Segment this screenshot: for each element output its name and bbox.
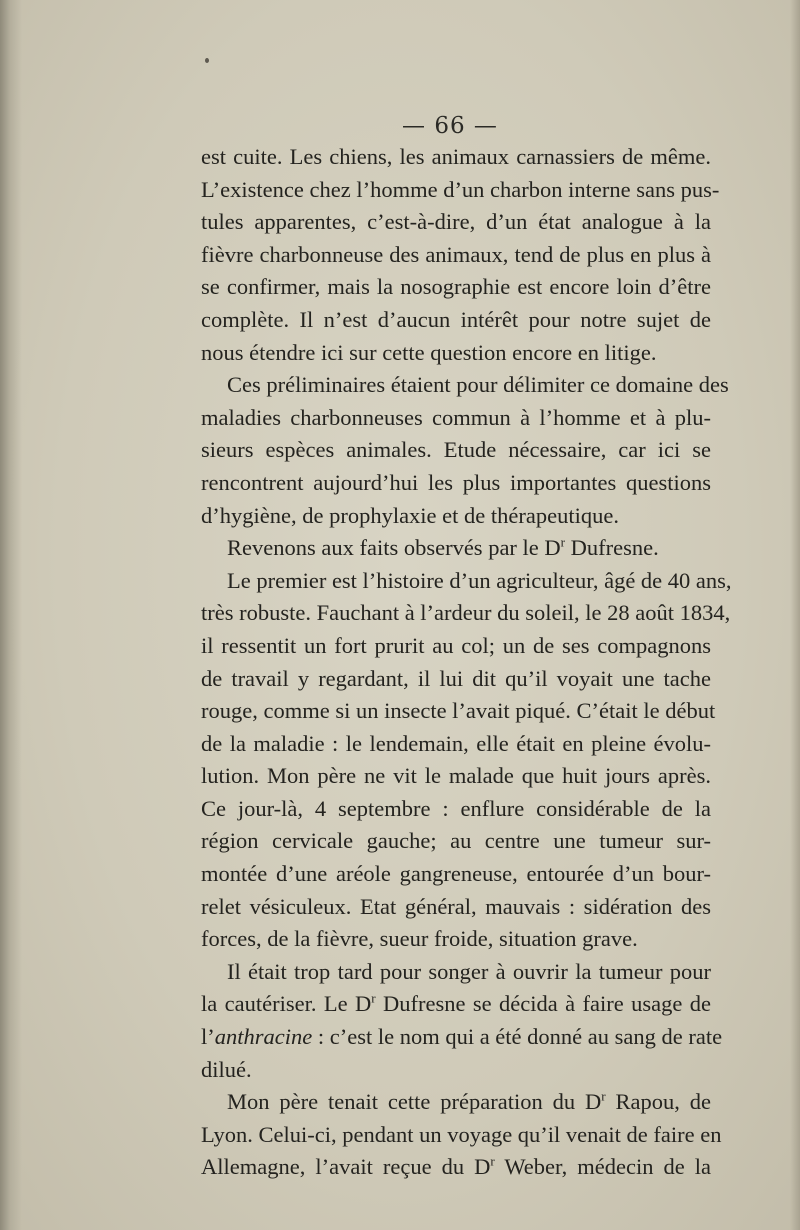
text-fragment: Allemagne, l’avait reçue du D — [201, 1154, 491, 1180]
text-line: très robuste. Fauchant à l’ardeur du soleil, le 28 août 1834, — [201, 600, 731, 626]
text-line: tules apparentes, c’est-à-dire, d’un état analogue à la — [201, 209, 711, 235]
text-line: sieurs espèces animales. Etude nécessaire, car ici se — [201, 437, 711, 463]
text-line: maladies charbonneuses commun à l’homme et à plu- — [201, 404, 711, 430]
text-fragment: Dufresne se décida à faire usage de — [383, 991, 711, 1017]
superscript: r — [601, 1088, 606, 1104]
text-line — [201, 1086, 711, 1119]
text-line: forces, de la fièvre, sueur froide, situation grave. — [201, 926, 638, 952]
page-binding-shadow — [0, 0, 22, 1230]
ink-speck — [205, 58, 209, 63]
text-line: se confirmer, mais la nosographie est encore loin d’être — [201, 274, 711, 300]
text-line: Lyon. Celui-ci, pendant un voyage qu’il venait de faire en — [201, 1121, 722, 1147]
superscript: r — [560, 534, 565, 550]
superscript: r — [371, 990, 376, 1006]
text-fragment: l’ — [201, 1024, 215, 1050]
text-fragment: : c’est le nom qui a été donné au sang de rate — [317, 1024, 723, 1050]
text-fragment: Rapou, de — [615, 1089, 712, 1115]
text-fragment: la cautériser. Le D — [201, 991, 372, 1017]
text-line — [201, 1151, 711, 1184]
body-text — [201, 141, 732, 1184]
text-line: Ces préliminaires étaient pour délimiter ce domaine des — [227, 372, 729, 398]
text-fragment: Weber, médecin de la — [504, 1154, 711, 1180]
page-edge-shadow — [790, 0, 800, 1230]
text-line — [201, 1021, 723, 1054]
text-fragment: Revenons aux faits observés par le D — [227, 535, 561, 561]
superscript: r — [490, 1153, 495, 1169]
text-line: nous étendre ici sur cette question encore en litige. — [201, 339, 657, 365]
page-number: — 66 — — [402, 113, 498, 139]
text-line: rouge, comme si un insecte l’avait piqué. C’était le début — [201, 698, 716, 724]
text-line: Ce jour-là, 4 septembre : enflure considérable de la — [201, 795, 711, 821]
text-line: Il était trop tard pour songer à ouvrir la tumeur pour — [227, 958, 711, 984]
text-line: Le premier est l’histoire d’un agriculteur, âgé de 40 ans, — [227, 567, 732, 593]
text-line: de travail y regardant, il lui dit qu’il voyait une tache — [201, 665, 711, 691]
text-line: région cervicale gauche; au centre une tumeur sur- — [201, 828, 711, 854]
text-fragment: Dufresne. — [570, 535, 659, 561]
text-line: lution. Mon père ne vit le malade que huit jours après. — [201, 763, 711, 789]
text-line: L’existence chez l’homme d’un charbon interne sans pus- — [201, 176, 720, 202]
text-line: il ressentit un fort prurit au col; un de ses compagnons — [201, 632, 711, 658]
text-line: rencontrent aujourd’hui les plus importantes questions — [201, 469, 711, 495]
text-line: d’hygiène, de prophylaxie et de thérapeutique. — [201, 502, 619, 528]
text-line: montée d’une aréole gangreneuse, entourée d’un bour- — [201, 861, 711, 887]
text-line: de la maladie : le lendemain, elle était en pleine évolu- — [201, 730, 711, 756]
italic-term: anthracine — [214, 1024, 313, 1050]
text-line: relet vésiculeux. Etat général, mauvais : sidération des — [201, 893, 711, 919]
text-line: dilué. — [201, 1056, 252, 1082]
text-line: complète. Il n’est d’aucun intérêt pour notre sujet de — [201, 306, 711, 332]
text-line: est cuite. Les chiens, les animaux carnassiers de même. — [201, 144, 711, 169]
text-line: fièvre charbonneuse des animaux, tend de plus en plus à — [201, 241, 711, 267]
text-line — [201, 532, 711, 565]
text-fragment: Mon père tenait cette préparation du D — [227, 1089, 602, 1115]
text-line — [201, 988, 711, 1021]
